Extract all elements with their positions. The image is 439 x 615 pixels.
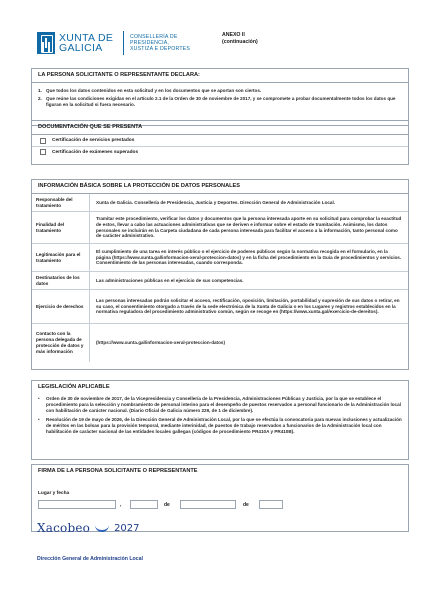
legislation-text: Resolución de 19 de mayo de 2026, de la Dirección General de Administración Local, por la que se efectúa la convocatoria para nuevas inclusiones y actualización de méritos en las bolsas para la provisión temporal, mediante interinidad, de puestos de trabajo reservados a funcionarios de la Administración local con habilitación de carácter nacional de las entidades locales gallegas (códigos de procedimiento PR410A y PR410B). [46, 417, 402, 434]
place-date-label: Lugar y fecha [38, 491, 70, 496]
annex-subtitle: (continuación) [222, 39, 258, 45]
table-row [32, 290, 408, 324]
item-number: 2. [38, 96, 42, 102]
row-label: Contacto con la persona delegada de protección de datos y más información [32, 324, 90, 362]
footer-directorate: Dirección General de Administración Local [37, 556, 143, 562]
bullet-icon: • [38, 417, 40, 422]
row-value: Las personas interesadas podrán solicitar el acceso, rectificación, oposición, limitación, portabilidad y supresión de sus datos o retirar, en su caso, el consentimiento otorgado a través de la sede electrónica de la Xunta de Galicia o en los Lugares y registros establecidos en la normativa reguladora del procedimiento administrativo común, según se recoge en (https://www.xunta.gal/exercicio-de-dereitos). [96, 297, 400, 315]
legislation-section [31, 380, 409, 460]
xacobeo-text: Xacobeo [37, 521, 91, 535]
de-separator: de [243, 502, 249, 508]
list-item [38, 96, 402, 108]
row-value: Xunta de Galicia. Consellería de Presidencia, Justicia y Deportes. Dirección General de Administración Local. [96, 199, 336, 205]
annex-heading [222, 32, 258, 46]
table-row [32, 194, 408, 212]
row-value: El cumplimiento de una tarea en interés público o el ejercicio de poderes públicos según la normativa recogida en el formulario, en la página (https://www.xunta.gal/informacion-xeral-proteccion-datos) y en la ficha del procedimiento en la Guía de procedimientos y servicios. Consentimiento de las personas interesadas, cuando corresponda. [96, 248, 402, 266]
row-label: Responsable del tratamiento [32, 194, 90, 211]
data-protection-title: INFORMACIÓN BÁSICA SOBRE LA PROTECCIÓN DE DATOS PERSONALES [32, 180, 408, 194]
xunta-logo [37, 30, 237, 56]
month-field[interactable] [180, 500, 236, 509]
wave-icon [95, 524, 109, 532]
row-value: Las administraciones públicas en el ejercicio de sus competencias. [96, 277, 244, 283]
declaration-title: LA PERSONA SOLICITANTE O REPRESENTANTE DECLARA: [32, 69, 408, 83]
item-number: 1. [38, 88, 42, 93]
data-protection-section [31, 179, 409, 370]
table-row [32, 244, 408, 272]
day-field[interactable] [130, 500, 158, 509]
comma-separator: , [120, 502, 122, 508]
documentation-title: DOCUMENTACIÓN QUE SE PRESENTA [32, 121, 408, 135]
bullet-icon: • [38, 396, 40, 401]
legislation-list [32, 394, 408, 435]
list-item [38, 88, 402, 94]
signature-title: FIRMA DE LA PERSONA SOLICITANTE O REPRESENTANTE [38, 468, 198, 474]
row-label: Ejercicio de derechos [32, 290, 90, 323]
checkbox[interactable] [40, 149, 46, 155]
table-row [32, 272, 408, 290]
doc-option-services[interactable] [32, 135, 408, 146]
annex-title: ANEXO II [222, 32, 245, 38]
doc-option-label: Certificación de exámenes superados [52, 149, 139, 155]
row-label: Finalidad del tratamiento [32, 212, 90, 243]
list-item [38, 417, 402, 435]
xacobeo-logo [37, 521, 140, 535]
place-date-fields [38, 500, 306, 510]
logo-divider [123, 31, 124, 55]
row-value: (https://www.xunta.gal/informacion-xeral-proteccion-datos) [96, 340, 225, 346]
org-name: XUNTA DE GALICIA [59, 32, 114, 54]
xunta-emblem-icon [37, 32, 55, 54]
doc-option-exams[interactable] [32, 146, 408, 157]
list-item [38, 396, 402, 414]
xacobeo-year: 2027 [114, 522, 140, 534]
department-name: CONSELLERÍA DE PRESIDENCIA, XUSTIZA E DEPORTES [130, 34, 191, 52]
row-label: Destinatarios de los datos [32, 272, 90, 289]
table-row [32, 212, 408, 244]
place-field[interactable] [38, 500, 116, 509]
table-row [32, 324, 408, 362]
de-separator: de [164, 502, 170, 508]
row-value: Tramitar este procedimiento, verificar los datos y documentos que la persona interesada aporte en su solicitud para comprobar la exactitud de estos, llevar a cabo las actuaciones administrativas que se deriven e informar sobre el estado de tramitación. Asimismo, los datos personales se incluirán en la Carpeta ciudadana de cada persona interesada para facilitar el acceso a la información, tanto personal como de carácter administrativo. [96, 215, 402, 239]
documentation-section [31, 120, 409, 165]
item-text: Que reúne las condiciones exigidas en el artículo 2.1 de la Orden de 30 de noviembre de 2017, y se compromete a probar documentalmente todos los datos que figuran en la solicitud si fuera necesario. [46, 96, 396, 108]
declaration-section [31, 68, 409, 126]
row-label: Legitimación para el tratamiento [32, 244, 90, 271]
checkbox[interactable] [40, 138, 46, 144]
legislation-text: Orden de 30 de noviembre de 2017, de la Vicepresidencia y Consellería de la Presidencia, Administraciones Públicas y Justicia, por la que se establece el procedimiento para la selección y nombramiento de personal interino para el desempeño de puestos reservados a personal funcionario de la Administración local con habilitación de carácter nacional. (Diario Oficial de Galicia número 229, de 1 de diciembre). [46, 396, 401, 413]
item-text: Que todos los datos contenidos en esta solicitud y en los documentos que se aportan son ciertos. [46, 88, 262, 93]
year-field[interactable] [259, 500, 283, 509]
legislation-title: LEGISLACIÓN APLICABLE [38, 384, 110, 390]
declaration-list [32, 83, 408, 109]
doc-option-label: Certificación de servicios prestados [52, 138, 135, 143]
